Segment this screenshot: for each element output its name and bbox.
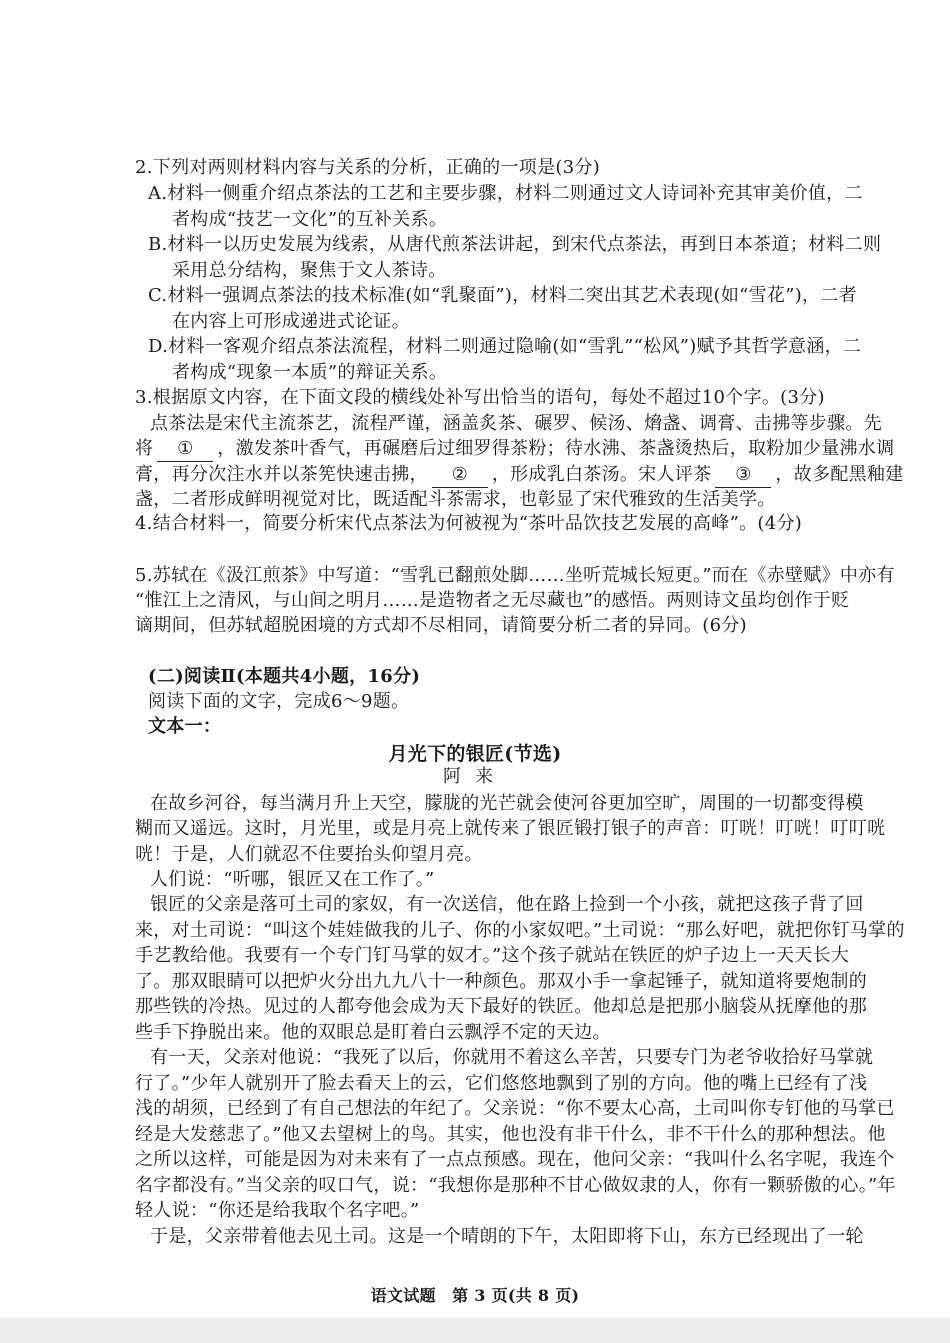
q2-option-d-line2: 者构成“现象一本质”的辩证关系。 — [172, 362, 448, 383]
q4-stem: 4.结合材料一，简要分析宋代点茶法为何被视为“茶叶品饮技艺发展的高峰”。(4分) — [135, 513, 803, 534]
story-line: 银匠的父亲是落可土司的家奴，有一次送信，他在路上捡到一个小孩，就把这孩子背了回 — [150, 894, 864, 915]
story-line: 行了。”少年人就别开了脸去看天上的云，它们悠悠地飘到了别的方向。他的嘴上已经有了浅 — [135, 1073, 868, 1094]
q2-option-a-line2: 者构成“技艺一文化”的互补关系。 — [172, 209, 448, 230]
q3-passage-line2: 将 ① ，激发茶叶香气，再碾磨后过细罗得茶粉；待水沸、茶盏烫热后，取粉加少量沸水调 — [135, 437, 894, 462]
story-line: 轻人说：“你还是给我取个名字吧。” — [135, 1200, 420, 1221]
q5-line1: 5.苏轼在《汲江煎茶》中写道：“雪乳已翻煎处脚……坐听荒城长短更。”而在《赤壁赋》中亦有 — [135, 565, 895, 586]
q3-stem: 3.根据原文内容，在下面文段的横线处补写出恰当的语句，每处不超过10个字。(3分) — [135, 387, 825, 408]
section-instruction: 阅读下面的文字，完成6～9题。 — [148, 691, 410, 712]
q2-option-b-line1: B.材料一以历史发展为线索，从唐代煎茶法讲起，到宋代点茶法，再到日本茶道；材料二则 — [148, 234, 882, 255]
q3-passage-line1: 点茶法是宋代主流茶艺，流程严谨，涵盖炙茶、碾罗、候汤、熁盏、调膏、击拂等步骤。先 — [150, 413, 882, 434]
text-label: 文本一： — [148, 716, 222, 737]
blank-3[interactable]: ③ — [715, 463, 771, 488]
story-line: 于是，父亲带着他去见土司。这是一个晴朗的下午，太阳即将下山，东方已经现出了一轮 — [150, 1226, 864, 1247]
story-line: 有一天，父亲对他说：“我死了以后，你就用不着这么辛苦，只要专门为老爷收拾好马掌就 — [150, 1047, 874, 1068]
page-footer: 语文试题 第 3 页(共 8 页) — [370, 1286, 580, 1305]
story-line: 经是大发慈悲了。”他又去望树上的鸟。其实，他也没有非干什么，非不干什么的那种想法。他 — [135, 1124, 886, 1145]
q3-passage-line3: 膏，再分次注水并以茶筅快速击拂， ② ，形成乳白茶汤。宋人评茶 ③ ，故多配黑釉建 — [135, 463, 904, 488]
q2-stem: 2.下列对两则材料内容与关系的分析，正确的一项是(3分) — [135, 157, 601, 178]
story-line: 名字都没有。”当父亲的叹口气，说：“我想你是那种不甘心做奴隶的人，你有一颗骄傲的心。”年 — [135, 1175, 896, 1196]
q3-passage-line4: 盏，二者形成鲜明视觉对比，既适配斗茶需求，也彰显了宋代雅致的生活美学。 — [135, 489, 776, 510]
q2-option-d-line1: D.材料一客观介绍点茶法流程，材料二则通过隐喻(如“雪乳”“松风”)赋予其哲学意涵，二 — [148, 336, 862, 357]
q5-line2: “惟江上之清风，与山间之明月……是造物者之无尽藏也”的感悟。两则诗文虽均创作于贬 — [135, 590, 850, 611]
story-line: 在故乡河谷，每当满月升上天空，朦胧的光芒就会使河谷更加空旷，周围的一切都变得模 — [150, 793, 864, 814]
q2-option-a-line1: A.材料一侧重介绍点茶法的工艺和主要步骤，材料二则通过文人诗词补充其审美价值，二 — [148, 183, 863, 204]
story-line: 那些铁的冷热。见过的人都夸他会成为天下最好的铁匠。他却总是把那小脑袋从抚摩他的那 — [135, 996, 867, 1017]
story-line: 来，对土司说：“叫这个娃娃做我的儿子、你的小家奴吧。”土司说：“那么好吧，就把你钉马掌的 — [135, 920, 905, 941]
story-author: 阿来 — [443, 766, 507, 787]
story-title: 月光下的银匠(节选) — [388, 743, 562, 765]
story-line: 些手下挣脱出来。他的双眼总是盯着白云飘浮不定的天边。 — [135, 1022, 611, 1043]
q5-line3: 谪期间，但苏轼超脱困境的方式却不尽相同，请简要分析二者的异同。(6分) — [135, 615, 747, 636]
section-header: (二)阅读Ⅱ(本题共4小题，16分) — [148, 666, 421, 687]
story-line: 了。那双眼睛可以把炉火分出九九八十一种颜色。那双小手一拿起锤子，就知道将要炮制的 — [135, 971, 867, 992]
scan-bottom-edge — [0, 1318, 950, 1343]
story-line: 糊而又遥远。这时，月光里，或是月亮上就传来了银匠锻打银子的声音：叮咣！叮咣！叮叮咣 — [135, 818, 886, 839]
story-line: 之所以这样，可能是因为对未来有了一点点预感。现在，他问父亲：“我叫什么名字呢，我连个 — [135, 1149, 895, 1170]
story-line: 手艺教给他。我要有一个专门钉马掌的奴才。”这个孩子就站在铁匠的炉子边上一天天长大 — [135, 945, 850, 966]
blank-1[interactable]: ① — [157, 437, 213, 462]
story-line: 浅的胡须，已经到了有自己想法的年纪了。父亲说：“你不要太心高，土司叫你专钉他的马掌已 — [135, 1098, 895, 1119]
story-line: 人们说：“听哪，银匠又在工作了。” — [150, 869, 435, 890]
story-line: 咣！于是，人们就忍不住要抬头仰望月亮。 — [135, 844, 483, 865]
q2-option-c-line2: 在内容上可形成递进式论证。 — [172, 311, 410, 332]
q2-option-b-line2: 采用总分结构，聚焦于文人茶诗。 — [172, 260, 447, 281]
blank-2[interactable]: ② — [432, 463, 488, 488]
q2-option-c-line1: C.材料一强调点茶法的技术标准(如“乳聚面”)，材料二突出其艺术表现(如“雪花”)，二者 — [148, 285, 857, 306]
